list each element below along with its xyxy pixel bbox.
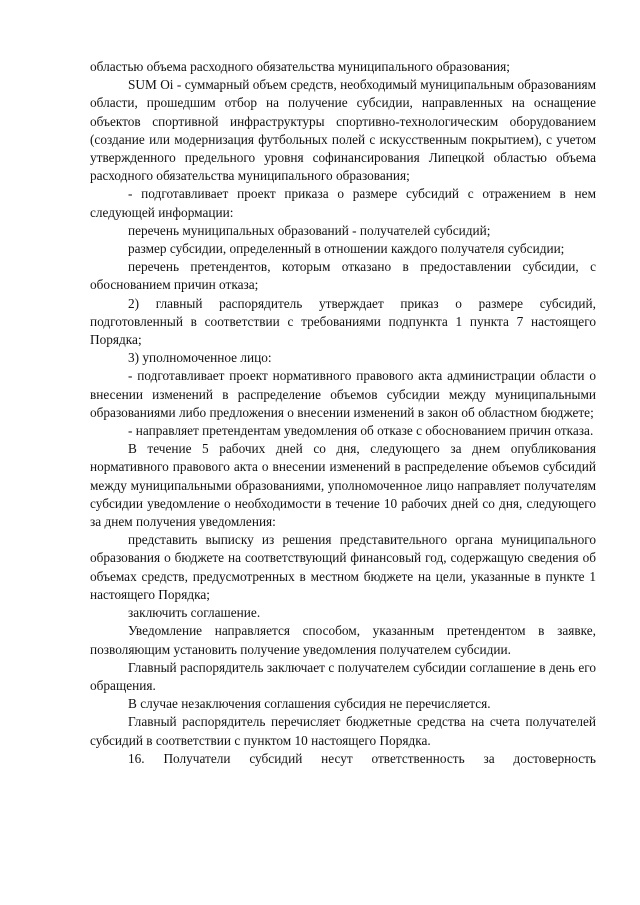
paragraph-10: - направляет претендентам уведомления об отказе с обоснованием причин отказа. (128, 423, 594, 439)
paragraph-7: 2) главный распорядитель утверждает приказ о размере субсидий, подготовленный в соответствии с требованиями подпункта 1 пункта 7 настоящего Порядка; (90, 295, 596, 348)
document-page (90, 58, 596, 768)
paragraph-18: 16. Получатели субсидий несут ответственность за достоверность (128, 750, 596, 766)
paragraph-15: Главный распорядитель заключает с получателем субсидии соглашение в день его обращения. (90, 659, 596, 693)
paragraph-6: перечень претендентов, которым отказано в предоставлении субсидии, с обоснованием причин отказа; (90, 259, 596, 293)
paragraph-4: перечень муниципальных образований - получателей субсидий; (128, 222, 491, 238)
paragraph-11: В течение 5 рабочих дней со дня, следующего за днем опубликования нормативного правового акта о внесении изменений в распределение объемов субсидий между муниципальными образованиями, уполномоченное лицо направляет получателям субсидии уведомление о необходимости в течение 10 рабочих дней со дня, следующего за днем получения уведомления: (90, 441, 596, 530)
paragraph-1: областью объема расходного обязательства муниципального образования; (90, 59, 510, 74)
paragraph-8: 3) уполномоченное лицо: (128, 350, 272, 366)
paragraph-12: представить выписку из решения представительного органа муниципального образования о бюджете на соответствующий финансовый год, содержащую сведения об объемах средств, предусмотренных в местном бюджете на цели, указанные в пункте 1 настоящего Порядка; (90, 532, 596, 602)
paragraph-3: - подготавливает проект приказа о размере субсидий с отражением в нем следующей информации: (90, 186, 596, 220)
paragraph-2: SUM Oi - суммарный объем средств, необходимый муниципальным образованиям области, прошедшим отбор на получение субсидии, направленных на оснащение объектов спортивной инфраструктуры спортивно-технологическим оборудованием (создание или модернизация футбольных полей с искусственным покрытием), с учетом утвержденного предельного уровня софинансирования Липецкой областью объема расходного обязательства муниципального образования; (90, 77, 596, 184)
paragraph-16: В случае незаключения соглашения субсидия не перечисляется. (128, 696, 491, 712)
paragraph-9: - подготавливает проект нормативного правового акта администрации области о внесении изменений в распределение объемов субсидии между муниципальными образованиями либо предложения о внесении изменений в закон об областном бюджете; (90, 368, 596, 420)
paragraph-17: Главный распорядитель перечисляет бюджетные средства на счета получателей субсидий в соответствии с пунктом 10 настоящего Порядка. (90, 714, 596, 748)
paragraph-13: заключить соглашение. (128, 605, 261, 621)
paragraph-14: Уведомление направляется способом, указанным претендентом в заявке, позволяющим установить получение уведомления получателем субсидии. (90, 623, 596, 657)
paragraph-5: размер субсидии, определенный в отношении каждого получателя субсидии; (128, 241, 565, 257)
